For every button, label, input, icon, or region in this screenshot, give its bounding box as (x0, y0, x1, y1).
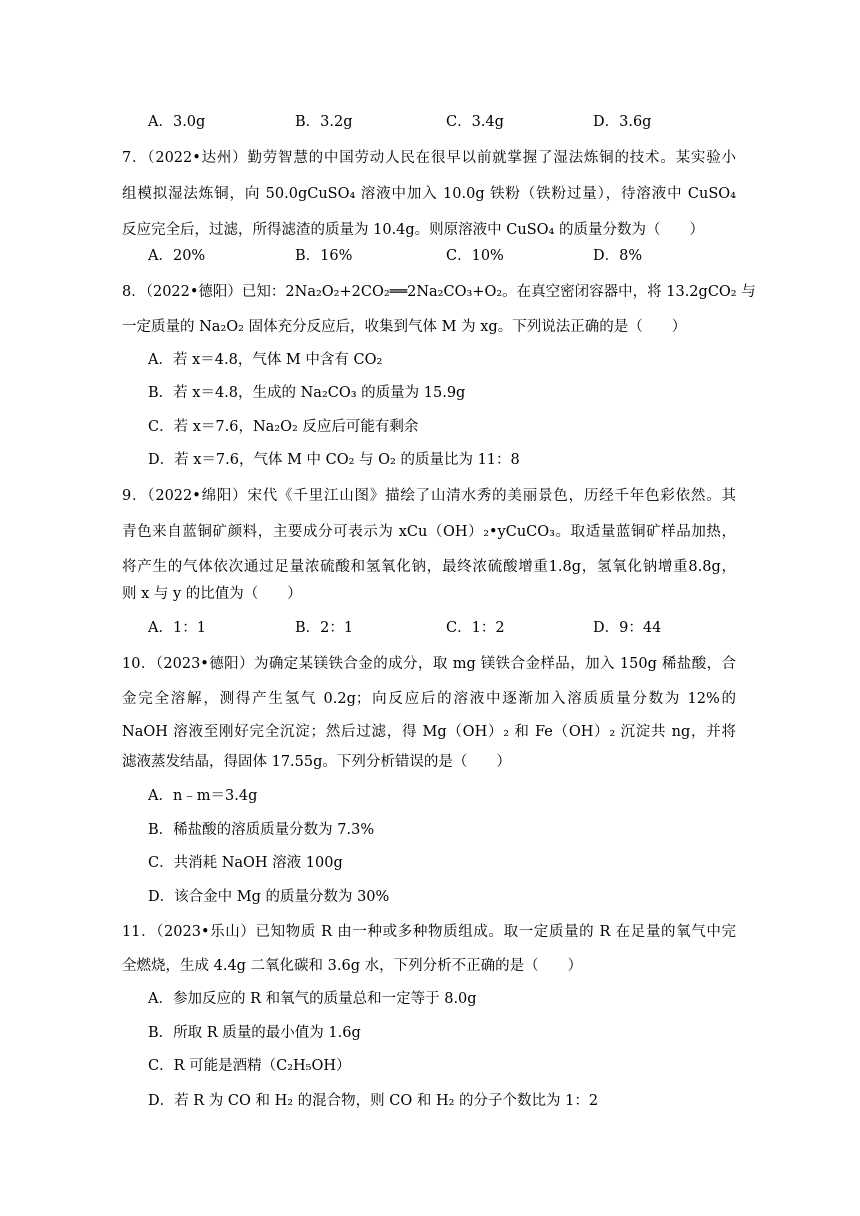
q7-option-c: C．10% (446, 248, 504, 264)
q11-option-a: A．参加反应的 R 和氧气的质量总和一定等于 8.0g (148, 991, 477, 1007)
q9-option-d: D．9：44 (593, 620, 662, 636)
q6-option-a: A．3.0g (148, 114, 206, 130)
q10-option-b: B．稀盐酸的溶质质量分数为 7.3% (148, 822, 375, 838)
q8-option-a: A．若 x＝4.8，气体 M 中含有 CO₂ (148, 352, 383, 368)
q8-option-c: C．若 x＝7.6，Na₂O₂ 反应后可能有剩余 (148, 419, 419, 435)
q9-option-a: A．1：1 (148, 620, 206, 636)
q7-option-b: B．16% (295, 248, 353, 264)
q9-stem-line-2: 青色来自蓝铜矿颜料，主要成分可表示为 xCu（OH）₂•yCuCO₃。取适量蓝铜矿样品加热， (122, 524, 736, 540)
q8-option-d: D．若 x＝7.6，气体 M 中 CO₂ 与 O₂ 的质量比为 11：8 (148, 452, 520, 468)
q11-option-d: D．若 R 为 CO 和 H₂ 的混合物，则 CO 和 H₂ 的分子个数比为 1：2 (148, 1093, 599, 1109)
q6-options (0, 112, 860, 132)
q6-option-d: D．3.6g (593, 114, 652, 130)
q8-option-b: B．若 x＝4.8，生成的 Na₂CO₃ 的质量为 15.9g (148, 385, 466, 401)
q9-option-c: C．1：2 (446, 620, 505, 636)
q10-option-c: C．共消耗 NaOH 溶液 100g (148, 855, 343, 871)
q11-stem-line-2: 全燃烧，生成 4.4g 二氧化碳和 3.6g 水，下列分析不正确的是（ ） (122, 958, 583, 974)
q6-option-c: C．3.4g (446, 114, 504, 130)
q10-stem-line-4: 滤液蒸发结晶，得固体 17.55g。下列分析错误的是（ ） (122, 754, 511, 770)
q7-option-d: D．8% (593, 248, 643, 264)
q8-stem-line-2: 一定质量的 Na₂O₂ 固体充分反应后，收集到气体 M 为 xg。下列说法正确的是（ ） (122, 319, 687, 335)
q11-stem-line-1: 11．（2023•乐山）已知物质 R 由一种或多种物质组成。取一定质量的 R 在足量的氧气中完 (122, 924, 736, 940)
q9-stem-line-1: 9．（2022•绵阳）宋代《千里江山图》描绘了山清水秀的美丽景色，历经千年色彩依然。其 (122, 488, 736, 504)
q9-options (0, 618, 860, 638)
q11-option-c: C．R 可能是酒精（C₂H₅OH） (148, 1058, 351, 1074)
q9-stem-line-3: 将产生的气体依次通过足量浓硫酸和氢氧化钠，最终浓硫酸增重1.8g，氢氧化钠增重8.8g， (122, 559, 736, 575)
q10-stem-line-1: 10．（2023•德阳）为确定某镁铁合金的成分，取 mg 镁铁合金样品，加入 150g 稀盐酸，合 (122, 656, 736, 672)
q6-option-b: B．3.2g (295, 114, 353, 130)
q9-stem-line-4: 则 x 与 y 的比值为（ ） (122, 586, 302, 602)
q10-stem-line-2: 金完全溶解，测得产生氢气 0.2g；向反应后的溶液中逐渐加入溶质质量分数为 12%的 (122, 691, 736, 707)
q10-option-d: D．该合金中 Mg 的质量分数为 30% (148, 889, 390, 905)
q7-options (0, 246, 860, 266)
q10-option-a: A．n﹣m＝3.4g (148, 788, 258, 804)
q11-option-b: B．所取 R 质量的最小值为 1.6g (148, 1025, 361, 1041)
q10-stem-line-3: NaOH 溶液至刚好完全沉淀；然后过滤，得 Mg（OH）₂ 和 Fe（OH）₂ 沉淀共 ng，并将 (122, 724, 736, 740)
q7-stem-line-3: 反应完全后，过滤，所得滤渣的质量为 10.4g。则原溶液中 CuSO₄ 的质量分数为（ ） (122, 222, 704, 238)
q7-option-a: A．20% (148, 248, 206, 264)
q9-option-b: B．2：1 (295, 620, 354, 636)
q8-stem-line-1: 8．（2022•德阳）已知：2Na₂O₂+2CO₂══2Na₂CO₃+O₂。在真空密闭容器中，将 13.2gCO₂ 与 (122, 284, 756, 300)
q7-stem-line-2: 组模拟湿法炼铜，向 50.0gCuSO₄ 溶液中加入 10.0g 铁粉（铁粉过量），待溶液中 CuSO₄ (122, 186, 736, 202)
q7-stem-line-1: 7．（2022•达州）勤劳智慧的中国劳动人民在很早以前就掌握了湿法炼铜的技术。某实验小 (122, 150, 736, 166)
